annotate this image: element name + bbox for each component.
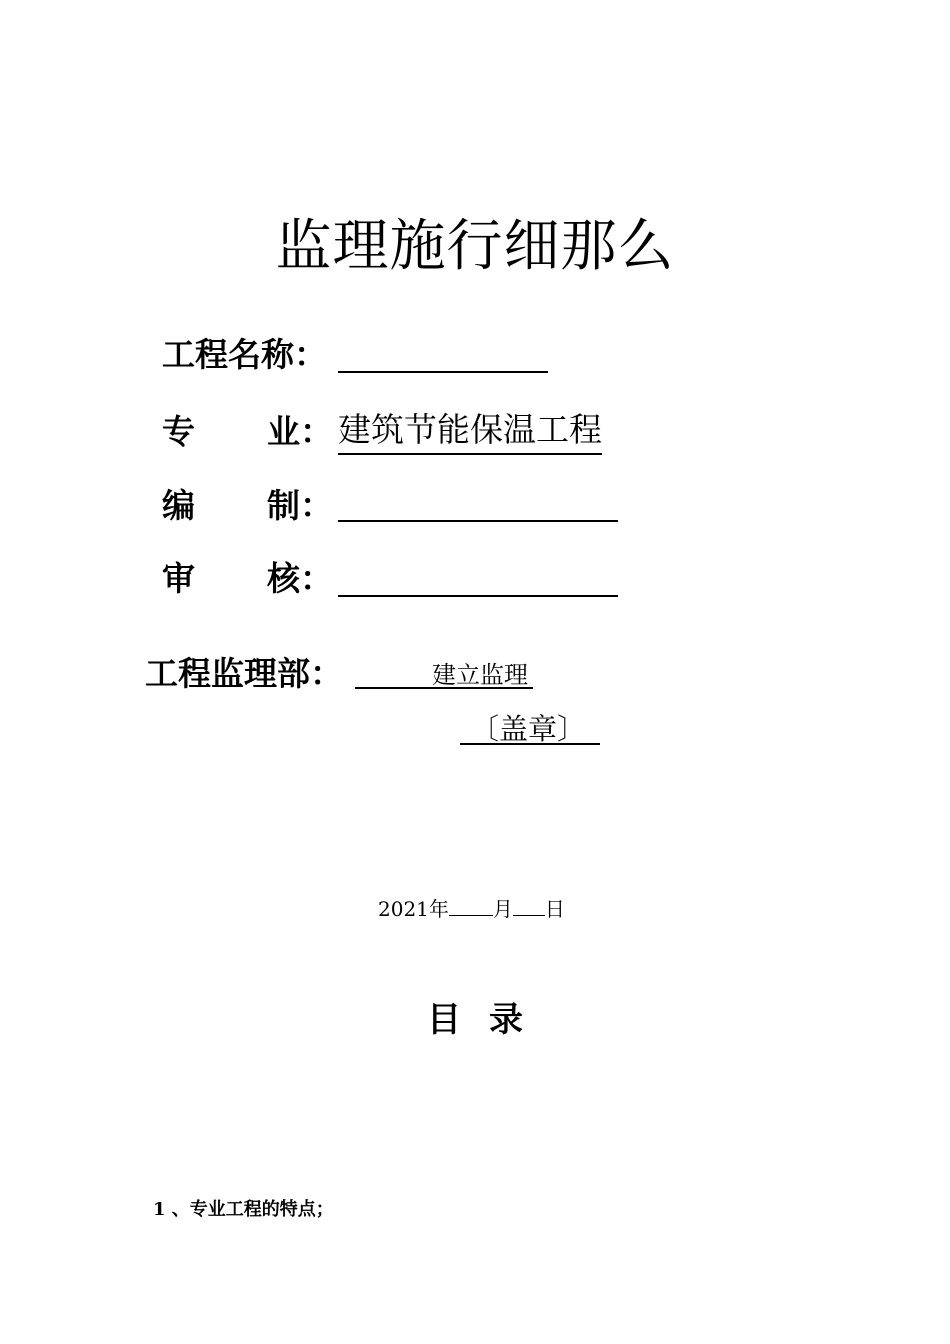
seal-text: 〔盖章〕 xyxy=(470,712,587,746)
compiler-label-char-1: 编 xyxy=(162,486,195,525)
date-year: 2021年 xyxy=(378,897,449,921)
date-day-unit: 日 xyxy=(544,897,565,921)
compiler-label-char-2: 制： xyxy=(267,486,333,525)
toc-item-1: 1 、专业工程的特点； xyxy=(153,1199,334,1220)
date-month-blank xyxy=(449,897,493,916)
date-day-blank xyxy=(513,897,545,916)
major-label-char-2: 业： xyxy=(267,412,333,451)
date-month-unit: 月 xyxy=(492,897,513,921)
dept-label: 工程监理部： xyxy=(145,654,343,693)
reviewer-blank xyxy=(338,595,618,597)
project-name-blank xyxy=(338,371,548,373)
reviewer-label-char-1: 审 xyxy=(162,559,195,598)
document-title: 监理施行细那么 xyxy=(275,214,675,279)
toc-title: 目录 xyxy=(427,1000,551,1040)
major-value: 建筑节能保温工程 xyxy=(338,408,602,455)
dept-value: 建立监理 xyxy=(432,661,528,689)
reviewer-label-char-2: 核： xyxy=(267,559,333,598)
major-label-char-1: 专 xyxy=(162,412,195,451)
date-line xyxy=(378,896,565,922)
compiler-blank xyxy=(338,520,618,522)
project-name-label: 工程名称： xyxy=(162,335,327,374)
